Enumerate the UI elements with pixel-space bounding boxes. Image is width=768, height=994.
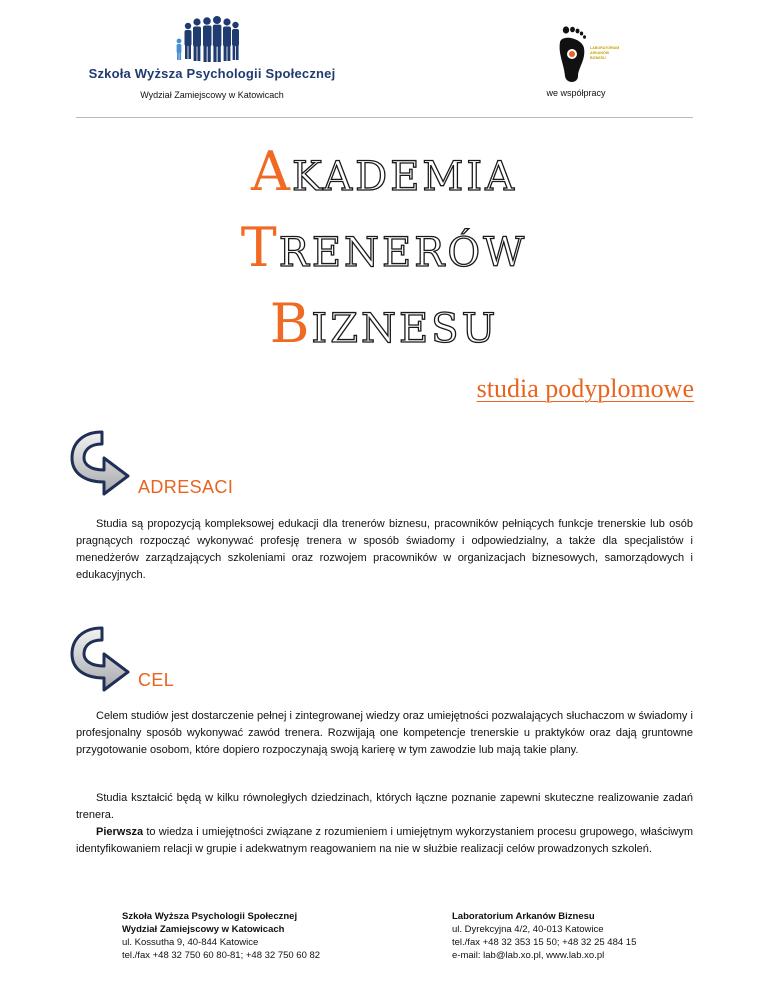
footer-left: Szkoła Wyższa Psychologii Społecznej Wydział Zamiejscowy w Katowicach ul. Kossutha 9, 40-844 Katowice tel./fax +48 32 750 60 80-81; +48 32 750 60 82 [122,911,321,961]
cooperation-note: we współpracy [546,88,606,98]
partner-logo-text: LABORATORIUM ARKANÓW BIZNESU [590,46,620,60]
section-heading-adresaci: ADRESACI [138,477,234,497]
title-line-3: BIZNESU [269,292,499,355]
family-silhouette-icon [88,14,336,66]
curved-arrow-icon [68,624,132,694]
section-heading-cel: CEL [138,670,175,690]
school-name: Szkoła Wyższa Psychologii Społecznej [88,66,336,81]
subtitle: studia podyplomowe [476,374,694,403]
faculty-name: Wydział Zamiejscowy w Katowicach [140,90,284,100]
title-line-1: AKADEMIA [250,140,518,203]
partner-logo [530,24,630,104]
footer-right: Laboratorium Arkanów Biznesu ul. Dyrekcyjna 4/2, 40-013 Katowice tel./fax +48 32 353 15 50; +48 32 25 484 15 e-mail: lab@lab.xo.pl, www.lab.xo.pl [452,911,637,961]
header-divider [76,117,693,118]
cel-paragraph-3: Pierwsza to wiedza i umiejętności związane z rozumieniem i umiejętnym wykorzystaniem procesu grupowego, właściwym identyfikowaniem relacji w grupie i adekwatnym reagowaniem na nie w służbie realizacji celów prowadzonych szkoleń. [76,826,693,855]
curved-arrow-icon [68,428,132,498]
cel-paragraph-1: Celem studiów jest dostarczenie pełnej i zintegrowanej wiedzy oraz umiejętności pozwalających słuchaczom w świadomy i profesjonalny sposób wykonywać zawód trenera. Rozwijają one kompetencje trenerskie u praktyków oraz dają gruntowne przygotowanie osobom, które dopiero rozpoczynają swoją karierę w tym zawodzie lub mają takie plany. [76,710,693,756]
cel-paragraph-2: Studia kształcić będą w kilku równoległych dziedzinach, których łączne poznanie zapewni skuteczne realizowanie zadań trenera. [76,792,693,821]
title-line-2: TRENERÓW [240,216,528,279]
adresaci-paragraph: Studia są propozycją kompleksowej edukacji dla trenerów biznesu, pracowników pełniących funkcje trenerskie lub osób pragnących rozpocząć wykonywać profesję trenera w sposób świadomy i odpowiedzialny, a także dla specjalistów i menedżerów zarządzających szkoleniami oraz rozwojem pracowników w organizacjach biznesowych, samorządowych i edukacyjnych. [76,518,693,581]
swps-logo [88,14,336,104]
emphasis-first: Pierwsza [96,826,144,838]
